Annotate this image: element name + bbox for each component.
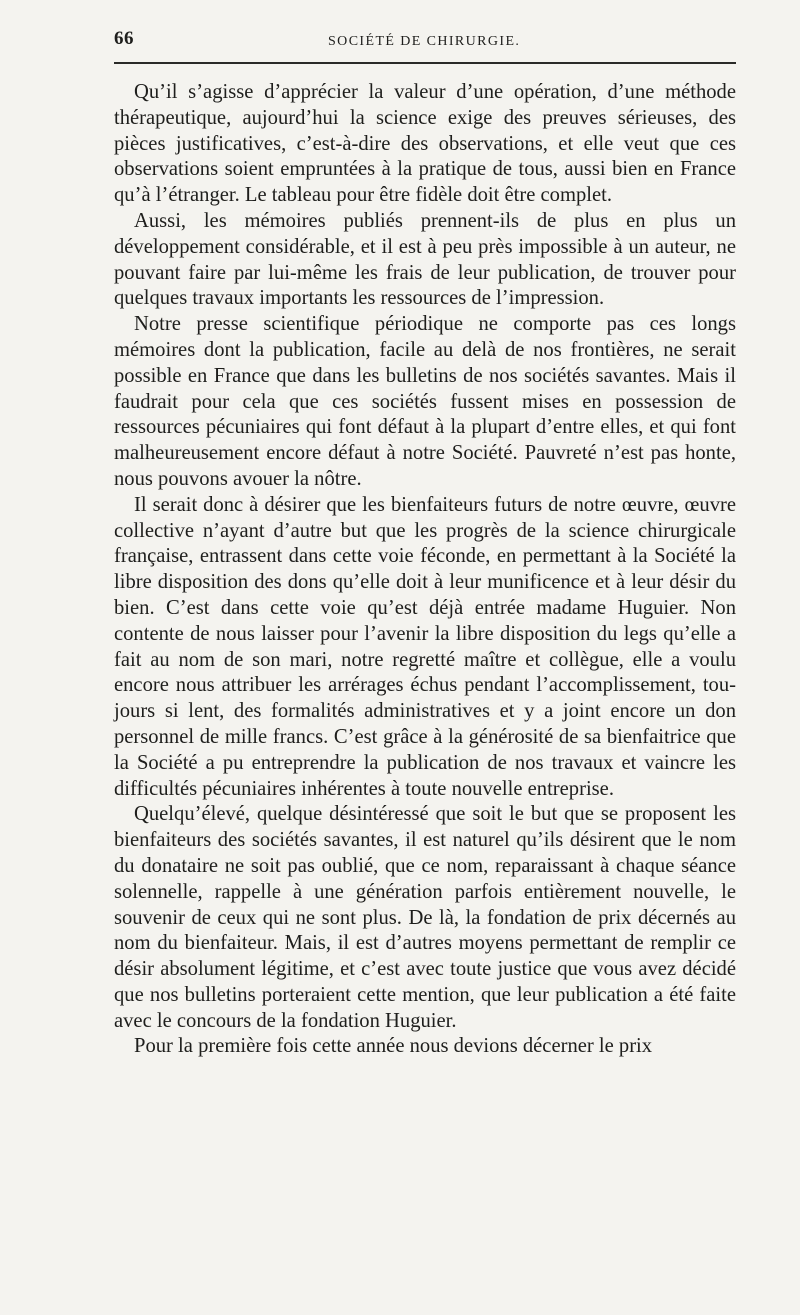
body-text — [114, 80, 736, 1060]
header-rule — [114, 62, 736, 64]
paragraph: Il serait donc à désirer que les bienfaiteurs futurs de notre œuvre, œuvre collective n’ayant d’autre but que les progrès de la science chirurgicale française, entrassent dans cette voie féconde, en permettant à la Société la libre disposition des dons qu’elle doit à leur munificence et à leur désir du bien. C’est dans cette voie qu’est déjà entrée madame Huguier. Non contente de nous laisser pour l’avenir la libre disposition du legs qu’elle a fait au nom de son mari, notre regretté maître et collègue, elle a voulu encore nous attribuer les arrérages échus pendant l’accomplissement, toujours si lent, des formalités administratives et y a joint encore un don personnel de mille francs. C’est grâce à la générosité de sa bienfaitrice que la Société a pu entreprendre la publication de nos travaux et vaincre les difficultés pécuniaires inhérentes à toute nouvelle entreprise. — [114, 493, 736, 800]
page-number: 66 — [114, 28, 134, 49]
paragraph: Pour la première fois cette année nous devions décerner le prix — [134, 1035, 653, 1058]
paragraph: Notre presse scientifique périodique ne comporte pas ces longs mémoires dont la publication, facile au delà de nos frontières, ne serait possible en France que dans les bulletins de nos sociétés savantes. Mais il faudrait pour cela que ces sociétés fussent mises en possession de ressources pécuniaires qui font défaut à la plupart d’entre elles, et qui font malheureusement encore défaut à notre Société. Pauvreté n’est pas honte, nous pouvons avouer la nôtre. — [114, 313, 736, 490]
page-header — [114, 28, 736, 54]
paragraph: Qu’il s’agisse d’apprécier la valeur d’une opération, d’une méthode thérapeutique, aujourd’hui la science exige des preuves sérieuses, des pièces justificatives, c’est-à-dire des observations, et elle veut que ces observations soient empruntées à la pratique de tous, aussi bien en France qu’à l’étranger. Le tableau pour être fidèle doit être complet. — [114, 81, 736, 207]
paragraph: Quelqu’élevé, quelque désintéressé que soit le but que se proposent les bienfaiteurs des sociétés savantes, il est naturel qu’ils désirent que le nom du donataire ne soit pas oublié, que ce nom, reparaissant à chaque séance solennelle, rappelle à une génération parfois entièrement nouvelle, le souvenir de ceux qui ne sont plus. De là, la fondation de prix décernés au nom du bienfaiteur. Mais, il est d’autres moyens permettant de remplir ce désir absolument légitime, et c’est avec toute justice que vous avez décidé que nos bulletins porteraient cette mention, que leur publication a été faite avec le concours de la fondation Huguier. — [114, 803, 736, 1032]
running-title: SOCIÉTÉ DE CHIRURGIE. — [328, 34, 521, 49]
paragraph: Aussi, les mémoires publiés prennent-ils de plus en plus un développement considérable, et il est à peu près impossible à un auteur, ne pouvant faire par lui-même les frais de leur publication, de trouver pour quelques travaux importants les ressources de l’impression. — [114, 209, 736, 310]
